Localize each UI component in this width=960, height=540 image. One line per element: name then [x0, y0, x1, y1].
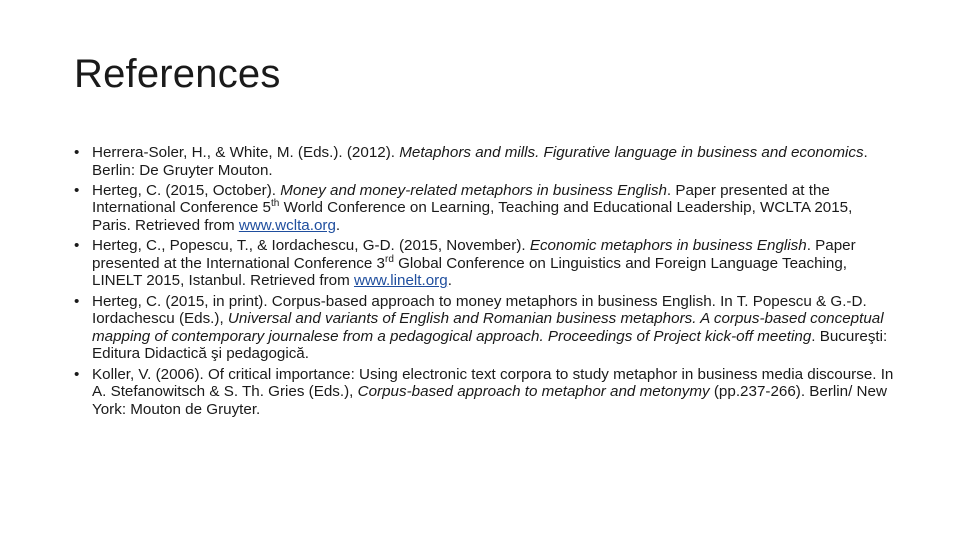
reference-item: [74, 144, 894, 179]
ref-text: Herrera-Soler, H., & White, M. (Eds.). (2012).: [92, 144, 400, 161]
ref-text: (pp.237-266). Berlin/ New York: Mouton de Gruyter.: [92, 383, 887, 418]
reference-item: [74, 237, 894, 290]
reference-item: [74, 182, 894, 235]
reference-list: [74, 144, 894, 421]
ordinal-suffix: rd: [384, 253, 394, 265]
ref-title: Metaphors and mills. Figurative language in business and economics: [399, 144, 864, 161]
ref-text: Herteg, C., Popescu, T., & Iordachescu, G-D. (2015, November).: [92, 237, 530, 255]
ref-text: . Bucureşti: Editura Didactică şi pedagogică.: [92, 327, 888, 363]
ref-text: Herteg, C. (2015, October).: [92, 181, 281, 199]
ref-text: . Paper presented at the International Conference 3: [92, 237, 856, 272]
ref-title: Economic metaphors in business English: [529, 237, 807, 255]
wclta-link[interactable]: www.wclta.org: [238, 216, 336, 234]
slide-title: References: [74, 52, 281, 96]
bullet: •: [74, 237, 80, 255]
ref-text: . Paper presented at the International Conference 5: [92, 181, 830, 217]
reference-item: [74, 366, 894, 419]
ref-title: Corpus-based approach to metaphor and metonymy: [357, 383, 710, 401]
ref-text: .: [335, 216, 341, 234]
ref-text: Global Conference on Linguistics and Foreign Language Teaching, LINELT 2015, Istanbul. Retrieved from: [92, 254, 848, 290]
bullet: •: [74, 181, 80, 199]
bullet: •: [74, 144, 80, 161]
ref-text: Koller, V. (2006). Of critical importance: Using electronic text corpora to study metaphor in business media discourse. In A. Stefanowitsch & S. Th. Gries (Eds.),: [92, 365, 894, 401]
ordinal-suffix: th: [271, 198, 280, 210]
ref-text: . Berlin: De Gruyter Mouton.: [92, 144, 868, 179]
ref-text: Herteg, C. (2015, in print). Corpus-based approach to money metaphors in business English. In T. Popescu & G.-D. Iordachescu (Eds.),: [92, 292, 867, 328]
bullet: •: [74, 292, 80, 310]
reference-item: [74, 293, 894, 363]
ref-text: .: [447, 272, 452, 290]
linelt-link[interactable]: www.linelt.org: [353, 272, 448, 290]
ref-title: Universal and variants of English and Romanian business metaphors. A corpus-based conceptual mapping of contemporary journalese from a pedagogical approach. Proceedings of Project kick-off meeting: [92, 310, 884, 345]
ref-text: World Conference on Learning, Teaching and Educational Leadership, WCLTA 2015, Paris. Retrieved from: [92, 199, 853, 234]
bullet: •: [74, 365, 80, 383]
ref-title: Money and money-related metaphors in business English: [280, 181, 667, 199]
